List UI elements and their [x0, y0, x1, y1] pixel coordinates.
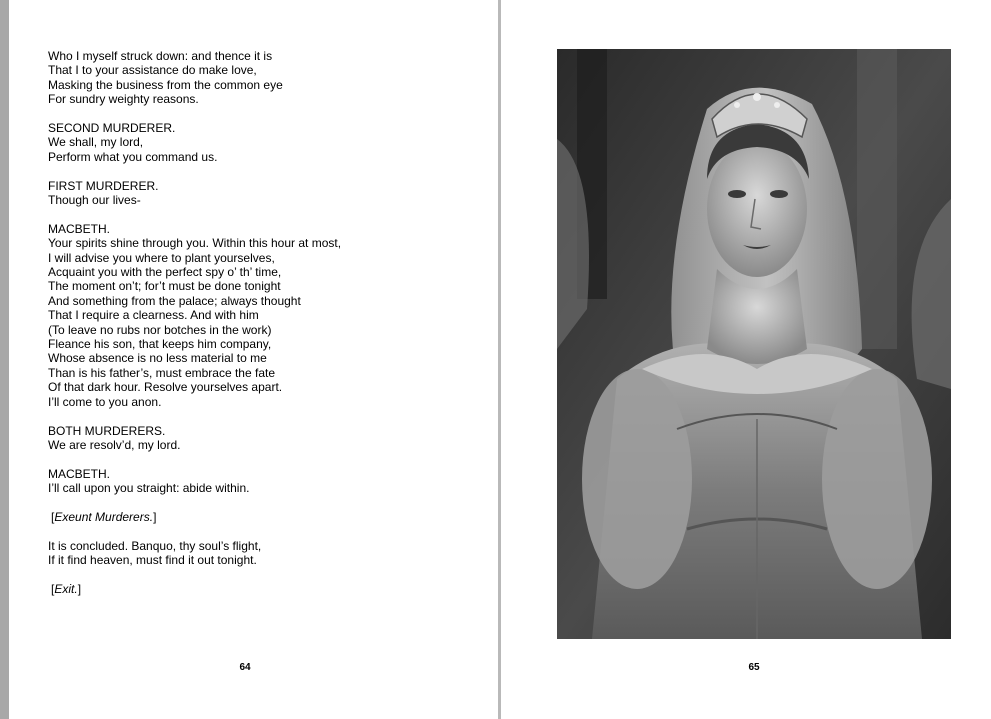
- verse-line: (To leave no rubs nor botches in the work): [48, 322, 272, 337]
- right-page: [501, 0, 991, 719]
- stage-direction-text: Exit.: [54, 581, 78, 596]
- stanza: [48, 467, 468, 496]
- stanza: [48, 179, 468, 208]
- verse-line: I’ll call upon you straight: abide within.: [48, 481, 250, 496]
- verse-line: Masking the business from the common eye: [48, 77, 283, 92]
- verse-line: I will advise you where to plant yourselves,: [48, 250, 275, 265]
- stage-direction-text: Exeunt Murderers.: [54, 509, 154, 524]
- queen-portrait-illustration: [557, 49, 951, 639]
- verse-line: Acquaint you with the perfect spy o’ th’ time,: [48, 265, 282, 280]
- speaker-name: SECOND MURDERER.: [48, 121, 176, 136]
- verse-line: Though our lives-: [48, 193, 141, 208]
- speaker-name: BOTH MURDERERS.: [48, 423, 166, 438]
- verse-line: That I require a clearness. And with him: [48, 308, 259, 323]
- speaker-name: MACBETH.: [48, 221, 111, 236]
- stage-direction: [Exeunt Murderers.]: [51, 509, 157, 524]
- speaker-name: FIRST MURDERER.: [48, 178, 159, 193]
- verse-line: It is concluded. Banquo, thy soul’s flight,: [48, 538, 262, 553]
- stanza: [48, 49, 468, 107]
- verse-line: Perform what you command us.: [48, 149, 218, 164]
- verse-line: Fleance his son, that keeps him company,: [48, 337, 272, 352]
- page-number: 65: [748, 662, 760, 673]
- stanza: [48, 121, 468, 164]
- verse-line: For sundry weighty reasons.: [48, 92, 199, 107]
- speaker-name: MACBETH.: [48, 466, 111, 481]
- stanza: [48, 424, 468, 453]
- verse-line: The moment on’t; for’t must be done tonight: [48, 279, 281, 294]
- stanza: [48, 539, 468, 568]
- verse-line: Your spirits shine through you. Within this hour at most,: [48, 236, 342, 251]
- verse-line: Whose absence is no less material to me: [48, 351, 267, 366]
- verse-line: Than is his father’s, must embrace the fate: [48, 365, 275, 380]
- verse-line: And something from the palace; always thought: [48, 293, 301, 308]
- verse-line: That I to your assistance do make love,: [48, 63, 257, 78]
- play-text: [48, 49, 468, 611]
- verse-line: We shall, my lord,: [48, 135, 144, 150]
- verse-line: Of that dark hour. Resolve yourselves apart.: [48, 380, 283, 395]
- verse-line: If it find heaven, must find it out tonight.: [48, 553, 257, 568]
- verse-line: Who I myself struck down: and thence it is: [48, 49, 273, 63]
- left-page: [9, 0, 498, 719]
- stanza: [48, 222, 468, 409]
- verse-line: We are resolv’d, my lord.: [48, 437, 181, 452]
- verse-line: I’ll come to you anon.: [48, 394, 162, 409]
- stage-direction: [Exit.]: [51, 581, 82, 596]
- page-number: 64: [239, 662, 251, 673]
